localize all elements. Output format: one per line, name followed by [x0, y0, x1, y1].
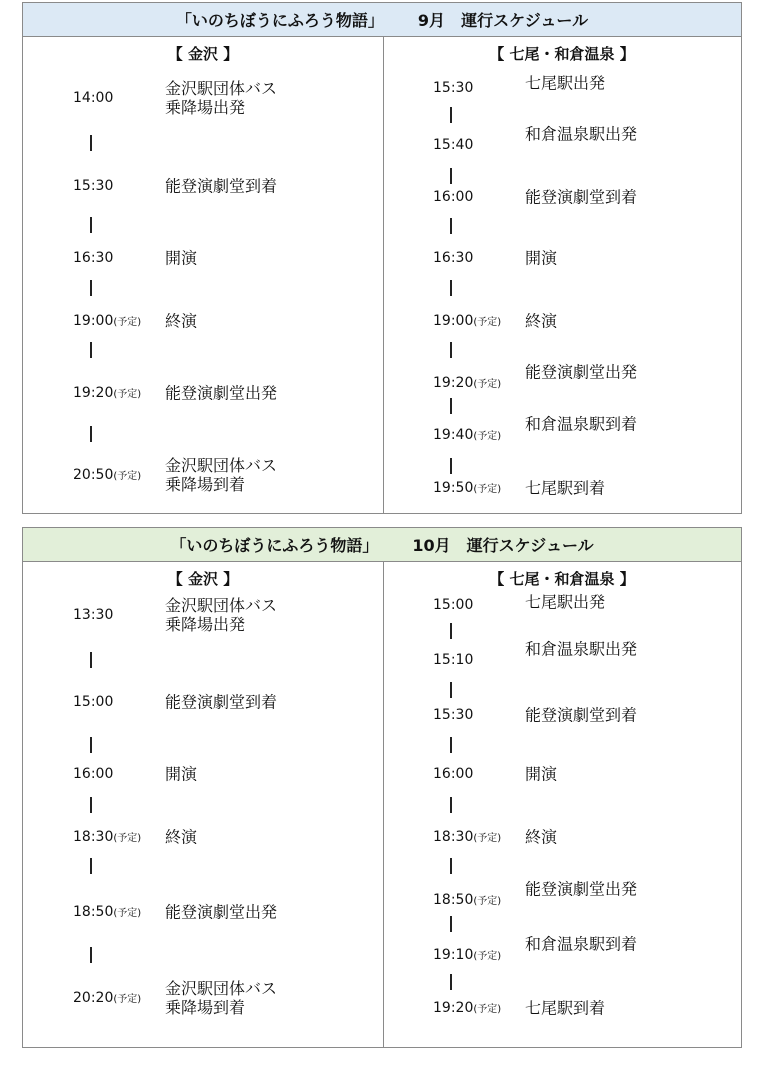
schedule-event	[525, 935, 637, 954]
nanao-wakura-column	[383, 562, 741, 1047]
event-text: 終演	[165, 311, 198, 331]
event-text: 金沢駅団体バス	[165, 79, 278, 98]
time-value: 19:00	[433, 313, 474, 329]
time-value: 16:00	[73, 766, 114, 782]
event-text: 能登演劇堂出発	[525, 362, 638, 382]
time-value: 15:00	[73, 694, 114, 710]
time-value: 20:20	[73, 990, 114, 1006]
departure-time	[433, 652, 473, 668]
time-value: 19:10	[433, 947, 474, 963]
timeline-connector	[450, 974, 452, 990]
tentative-note: (予定)	[473, 431, 502, 442]
event-text: 七尾駅出発	[525, 592, 606, 612]
schedule-event	[525, 312, 557, 331]
timeline-connector	[450, 218, 452, 234]
table-subtitle	[418, 8, 588, 31]
schedule-event	[165, 828, 197, 847]
timeline-connector	[450, 168, 452, 184]
timeline-connector	[90, 280, 92, 296]
event-text: 金沢駅団体バス	[165, 596, 278, 615]
departure-time	[73, 467, 141, 483]
event-text: 終演	[165, 827, 198, 847]
departure-time	[73, 829, 141, 845]
timeline-connector	[450, 398, 452, 414]
departure-time	[433, 1000, 501, 1016]
time-value: 15:30	[433, 80, 474, 96]
schedule-event	[165, 249, 197, 268]
time-value: 16:30	[433, 250, 474, 266]
column-header: 【 金沢 】	[167, 45, 239, 63]
time-value: 18:30	[73, 829, 114, 845]
event-text: 開演	[165, 248, 198, 268]
event-text: 七尾駅出発	[525, 73, 606, 93]
time-value: 16:00	[433, 766, 474, 782]
event-text: 能登演劇堂到着	[525, 705, 638, 725]
column-header: 【 七尾・和倉温泉 】	[489, 45, 635, 63]
event-text: 能登演劇堂到着	[165, 176, 278, 196]
event-text: 終演	[525, 827, 558, 847]
program-title: 「いのちぼうにふろう物語」	[175, 11, 384, 30]
schedule-event	[165, 693, 277, 712]
departure-time	[433, 707, 473, 723]
departure-time	[433, 947, 501, 963]
time-value: 19:40	[433, 427, 474, 443]
timeline-connector	[450, 916, 452, 932]
timeline-connector	[90, 737, 92, 753]
table-header	[23, 3, 741, 37]
time-value: 18:30	[433, 829, 474, 845]
time-value: 13:30	[73, 607, 114, 623]
schedule-event	[525, 765, 557, 784]
tentative-note: (予定)	[113, 908, 142, 919]
schedule-event	[165, 596, 277, 634]
column-header: 【 金沢 】	[167, 570, 239, 588]
time-value: 18:50	[433, 892, 474, 908]
schedule-event	[525, 363, 637, 382]
event-text: 能登演劇堂出発	[165, 383, 278, 403]
timeline-connector	[90, 797, 92, 813]
time-value: 19:00	[73, 313, 114, 329]
timeline-connector	[450, 342, 452, 358]
departure-time	[73, 90, 113, 106]
event-text: 開演	[525, 764, 558, 784]
timeline-connector	[90, 426, 92, 442]
departure-time	[433, 829, 501, 845]
timeline-connector	[450, 682, 452, 698]
schedule-event	[525, 593, 605, 612]
departure-time	[73, 904, 141, 920]
schedule-event	[165, 765, 197, 784]
kanazawa-column	[23, 562, 384, 1047]
time-value: 19:50	[433, 480, 474, 496]
schedule-table-september	[22, 2, 742, 514]
departure-time	[73, 694, 113, 710]
month-label: 9月	[417, 11, 446, 30]
column-header: 【 七尾・和倉温泉 】	[489, 570, 635, 588]
tentative-note: (予定)	[113, 471, 142, 482]
timeline-connector	[90, 342, 92, 358]
month-label: 10月	[412, 536, 451, 555]
tentative-note: (予定)	[113, 833, 142, 844]
departure-time	[433, 80, 473, 96]
tentative-note: (予定)	[113, 317, 142, 328]
departure-time	[433, 892, 501, 908]
event-text: 金沢駅団体バス	[165, 456, 278, 475]
schedule-event	[525, 188, 637, 207]
schedule-event	[525, 74, 605, 93]
schedule-event	[525, 640, 637, 659]
time-value: 14:00	[73, 90, 114, 106]
schedule-event	[525, 479, 605, 498]
departure-time	[73, 766, 113, 782]
time-value: 19:20	[73, 385, 114, 401]
time-value: 16:00	[433, 189, 474, 205]
schedule-event	[525, 125, 637, 144]
departure-time	[73, 178, 113, 194]
schedule-event	[525, 706, 637, 725]
tentative-note: (予定)	[473, 484, 502, 495]
departure-time	[433, 250, 473, 266]
timeline-connector	[450, 858, 452, 874]
event-text: 開演	[525, 248, 558, 268]
tentative-note: (予定)	[473, 379, 502, 390]
schedule-event	[165, 456, 277, 494]
tentative-note: (予定)	[473, 833, 502, 844]
nanao-wakura-column	[383, 37, 741, 513]
schedule-event	[165, 312, 197, 331]
event-text: 開演	[165, 764, 198, 784]
departure-time	[433, 427, 501, 443]
schedule-event	[525, 828, 557, 847]
departure-time	[433, 189, 473, 205]
timeline-connector	[90, 217, 92, 233]
timeline-connector	[90, 858, 92, 874]
timeline-connector	[90, 135, 92, 151]
tentative-note: (予定)	[473, 951, 502, 962]
time-value: 15:10	[433, 652, 474, 668]
departure-time	[433, 137, 473, 153]
schedule-event	[165, 384, 277, 403]
time-value: 19:20	[433, 1000, 474, 1016]
schedule-label: 運行スケジュール	[466, 536, 594, 555]
tentative-note: (予定)	[473, 1004, 502, 1015]
tentative-note: (予定)	[113, 389, 142, 400]
schedule-event	[165, 903, 277, 922]
event-text: 終演	[525, 311, 558, 331]
time-value: 16:30	[73, 250, 114, 266]
departure-time	[73, 250, 113, 266]
event-text: 和倉温泉駅出発	[525, 639, 638, 659]
departure-time	[73, 385, 141, 401]
event-text: 和倉温泉駅到着	[525, 934, 638, 954]
event-text: 能登演劇堂出発	[525, 879, 638, 899]
time-value: 15:40	[433, 137, 474, 153]
table-subtitle	[412, 533, 593, 556]
time-value: 20:50	[73, 467, 114, 483]
event-text: 七尾駅到着	[525, 998, 606, 1018]
timeline-connector	[450, 107, 452, 123]
departure-time	[433, 480, 501, 496]
timeline-connector	[90, 947, 92, 963]
time-value: 19:20	[433, 375, 474, 391]
event-text: 能登演劇堂到着	[165, 692, 278, 712]
schedule-event	[525, 999, 605, 1018]
table-header	[23, 528, 741, 562]
event-text: 和倉温泉駅到着	[525, 414, 638, 434]
event-text: 和倉温泉駅出発	[525, 124, 638, 144]
schedule-label: 運行スケジュール	[461, 11, 589, 30]
event-text: 能登演劇堂出発	[165, 902, 278, 922]
event-text: 能登演劇堂到着	[525, 187, 638, 207]
departure-time	[433, 597, 473, 613]
event-text: 金沢駅団体バス	[165, 979, 278, 998]
departure-time	[73, 313, 141, 329]
timeline-connector	[450, 280, 452, 296]
departure-time	[433, 375, 501, 391]
schedule-event	[165, 177, 277, 196]
departure-time	[73, 990, 141, 1006]
tentative-note: (予定)	[113, 994, 142, 1005]
schedule-event	[525, 415, 637, 434]
tentative-note: (予定)	[473, 317, 502, 328]
departure-time	[73, 607, 113, 623]
schedule-table-october	[22, 527, 742, 1048]
schedule-event	[165, 79, 277, 117]
departure-time	[433, 313, 501, 329]
event-text: 乗降場到着	[165, 998, 246, 1017]
program-title: 「いのちぼうにふろう物語」	[170, 536, 379, 555]
tentative-note: (予定)	[473, 896, 502, 907]
timeline-connector	[90, 652, 92, 668]
timeline-connector	[450, 797, 452, 813]
time-value: 15:30	[73, 178, 114, 194]
timeline-connector	[450, 623, 452, 639]
time-value: 15:00	[433, 597, 474, 613]
schedule-event	[165, 979, 277, 1017]
departure-time	[433, 766, 473, 782]
timeline-connector	[450, 737, 452, 753]
event-text: 乗降場到着	[165, 475, 246, 494]
schedule-event	[525, 880, 637, 899]
time-value: 18:50	[73, 904, 114, 920]
event-text: 七尾駅到着	[525, 478, 606, 498]
timeline-connector	[450, 458, 452, 474]
schedule-event	[525, 249, 557, 268]
event-text: 乗降場出発	[165, 615, 246, 634]
event-text: 乗降場出発	[165, 98, 246, 117]
time-value: 15:30	[433, 707, 474, 723]
kanazawa-column	[23, 37, 384, 513]
